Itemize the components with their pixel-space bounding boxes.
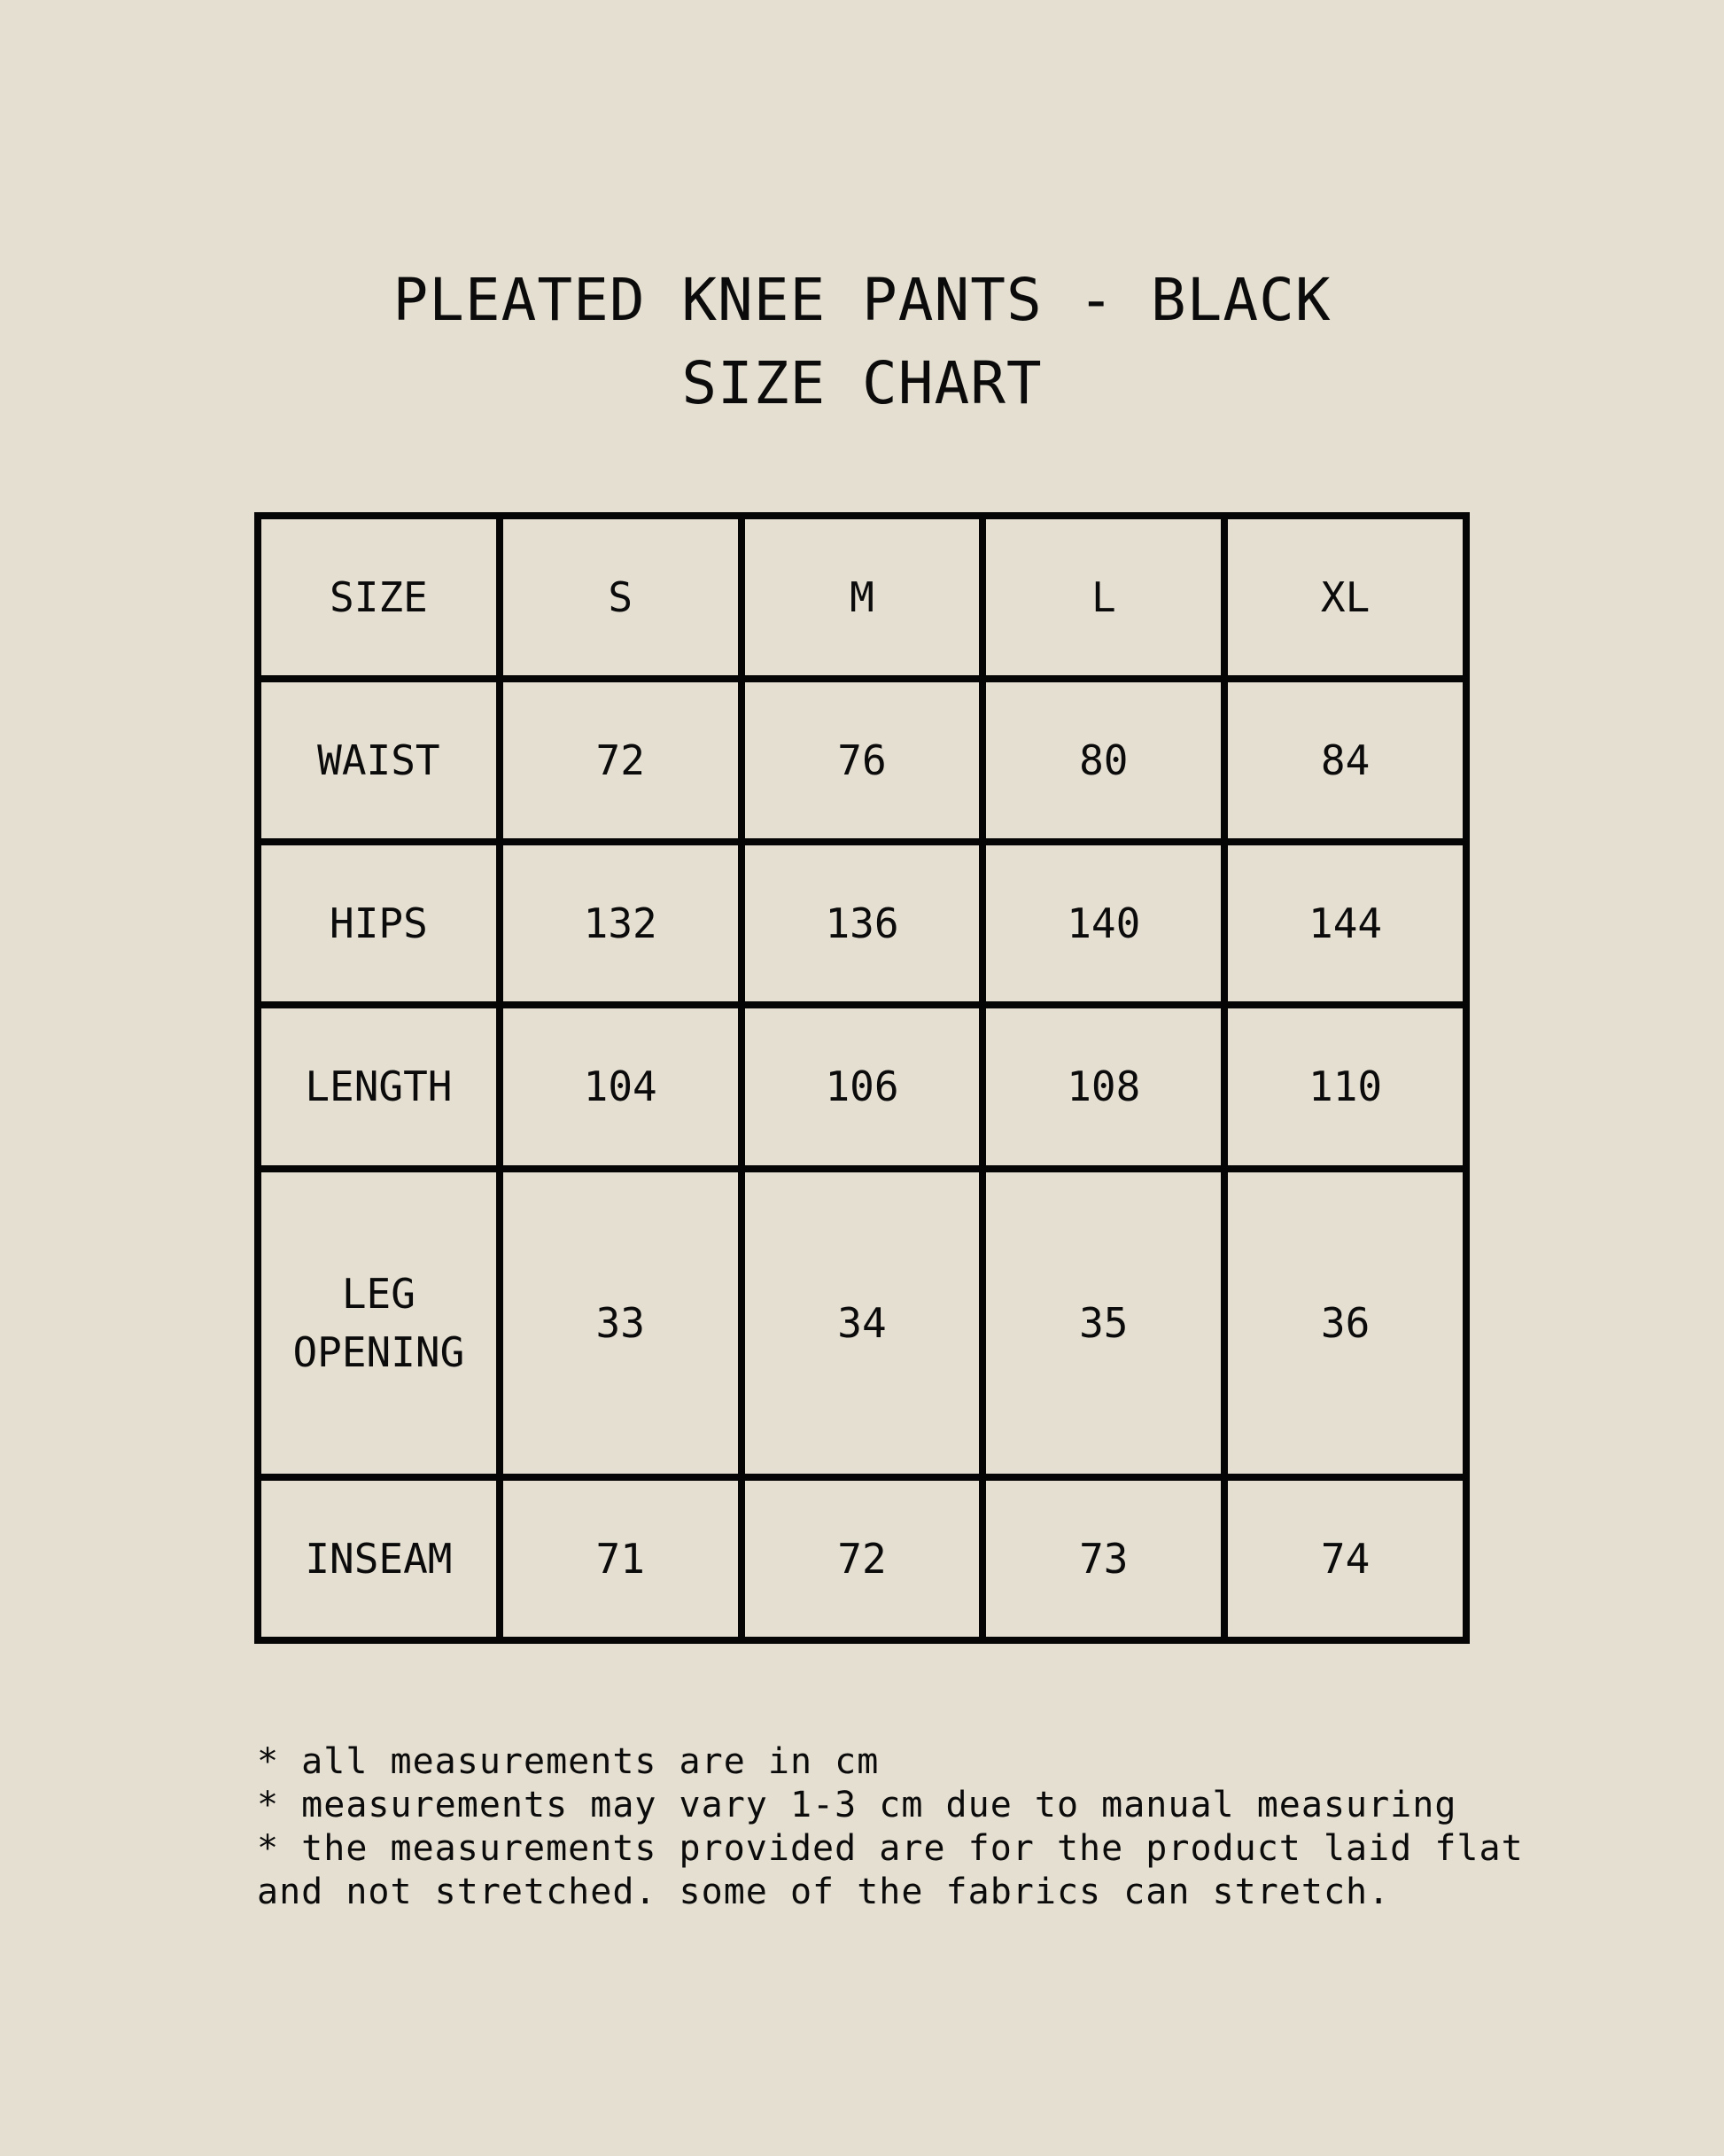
row-label-cell: HIPS [258, 842, 500, 1005]
value-cell: 144 [1224, 842, 1466, 1005]
header-size-cell: XL [1224, 516, 1466, 679]
value-cell: 36 [1224, 1169, 1466, 1477]
value-cell: 73 [982, 1477, 1224, 1640]
value-cell: 34 [742, 1169, 983, 1477]
header-label-cell: SIZE [258, 516, 500, 679]
value-cell: 72 [742, 1477, 983, 1640]
row-label-cell: INSEAM [258, 1477, 500, 1640]
header-size-cell: S [500, 516, 742, 679]
note-line: * the measurements provided are for the product laid flat [257, 1828, 1524, 1869]
value-cell: 140 [982, 842, 1224, 1005]
value-cell: 33 [500, 1169, 742, 1477]
value-cell: 136 [742, 842, 983, 1005]
value-cell: 110 [1224, 1005, 1466, 1168]
value-cell: 132 [500, 842, 742, 1005]
row-label-cell: LEG OPENING [258, 1169, 500, 1477]
row-label-cell: WAIST [258, 679, 500, 842]
value-cell: 71 [500, 1477, 742, 1640]
value-cell: 108 [982, 1005, 1224, 1168]
value-cell: 84 [1224, 679, 1466, 842]
table-row [258, 1005, 1466, 1168]
header-size-cell: M [742, 516, 983, 679]
table-row [258, 679, 1466, 842]
row-label-cell: LENGTH [258, 1005, 500, 1168]
measurement-notes [257, 1740, 1692, 1914]
note-line: * measurements may vary 1-3 cm due to manual measuring [257, 1785, 1457, 1825]
note-line: * all measurements are in cm [257, 1741, 880, 1782]
chart-subtitle: SIZE CHART [681, 349, 1043, 417]
value-cell: 72 [500, 679, 742, 842]
table-header-row [258, 516, 1466, 679]
page-title [0, 259, 1724, 425]
header-size-cell: L [982, 516, 1224, 679]
size-chart-table [254, 512, 1470, 1644]
value-cell: 80 [982, 679, 1224, 842]
value-cell: 76 [742, 679, 983, 842]
value-cell: 104 [500, 1005, 742, 1168]
value-cell: 106 [742, 1005, 983, 1168]
value-cell: 74 [1224, 1477, 1466, 1640]
value-cell: 35 [982, 1169, 1224, 1477]
table-row [258, 1169, 1466, 1477]
product-title: PLEATED KNEE PANTS - BLACK [392, 266, 1332, 334]
table-row [258, 842, 1466, 1005]
note-line: and not stretched. some of the fabrics can stretch. [257, 1872, 1391, 1912]
table-row [258, 1477, 1466, 1640]
